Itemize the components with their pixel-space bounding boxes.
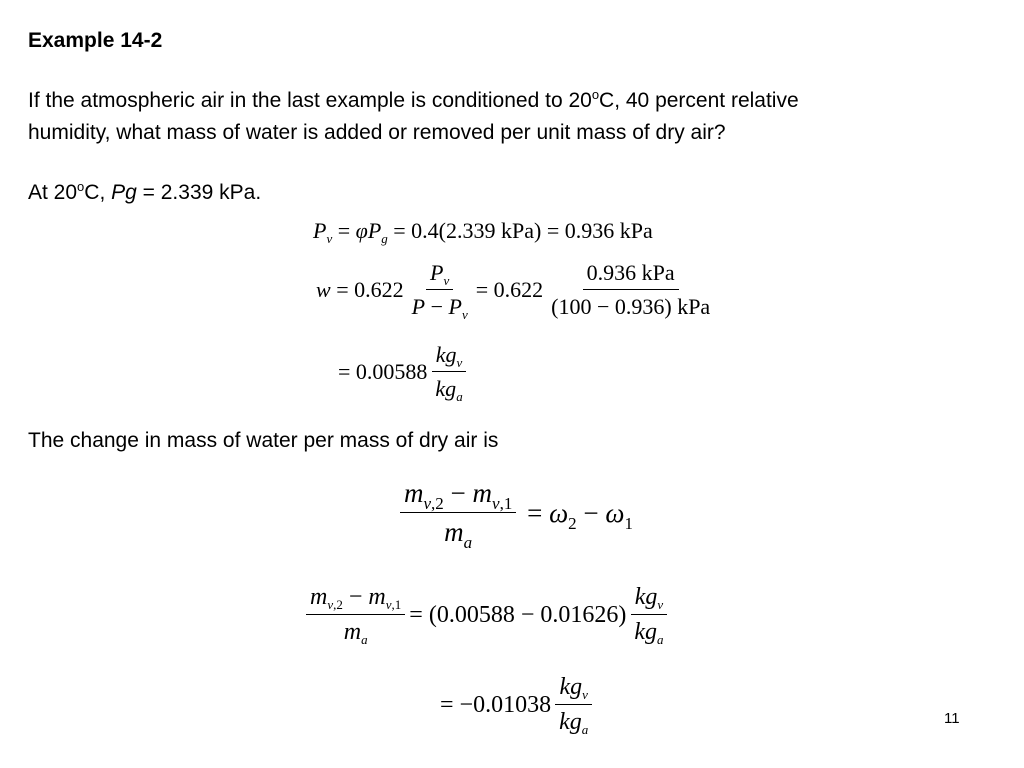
- eq4-fraction: $\frac{m_{v,2} - m_{v,1}}{m_a}$: [400, 478, 516, 548]
- problem-line-2: humidity, what mass of water is added or removed per unit mass of dry air?: [28, 121, 726, 144]
- example-heading: Example 14-2: [28, 29, 163, 52]
- eq1-rhs: = 0.4(2.339 kPa) = 0.936 kPa: [393, 218, 653, 243]
- eq6-value: = −0.01038: [440, 691, 552, 718]
- equation-mass-change-result: [440, 674, 596, 736]
- change-statement: The change in mass of water per mass of dry air is: [28, 429, 499, 452]
- eq5-rhs: = (0.00588 − 0.01626): [409, 601, 627, 628]
- equation-vapor-pressure: $P_v = \varphi P_g = 0.4(2.339$ kPa) = 0.936 kPa: [313, 218, 653, 246]
- eq2-numerator: 0.936 kPa: [583, 260, 679, 290]
- eq3-value: = 0.00588: [338, 359, 428, 384]
- given-post: = 2.339 kPa.: [136, 181, 262, 204]
- eq2-fraction-2: [547, 260, 714, 320]
- given-statement: [28, 178, 261, 208]
- given-mid: C,: [84, 181, 112, 204]
- eq2-denominator: (100 − 0.936) kPa: [551, 294, 711, 319]
- equation-mass-change-values: [302, 584, 672, 646]
- given-degree: o: [77, 179, 85, 194]
- page-number: 11: [944, 710, 960, 727]
- given-pre: At 20: [28, 181, 78, 204]
- eq5-units: $\frac{kg_v}{kg_a}$: [630, 584, 667, 646]
- equation-mass-change-definition: $\frac{m_{v,2} - m_{v,1}}{m_a}$ = $\omega_2 - \omega_1$: [396, 478, 633, 548]
- eq2-mid: = 0.622: [475, 277, 544, 302]
- problem-line-1-start: If the atmospheric air in the last example is conditioned to 20: [28, 89, 592, 112]
- problem-line-1: [28, 86, 799, 116]
- equation-humidity-ratio: w = 0.622 $\frac{P_v}{P - P_v}$ = 0.622 $\frac{\text{0.936 kPa}}{\text{(100 − 0.936) kPa}}$: [316, 260, 718, 320]
- equation-humidity-result: [338, 342, 471, 402]
- problem-line-1-end: C, 40 percent relative: [599, 89, 799, 112]
- eq2-fraction-1: $\frac{P_v}{P - P_v}$: [411, 260, 468, 322]
- eq3-units: $\frac{kg_v}{kg_a}$: [431, 342, 466, 402]
- degree-superscript: o: [591, 87, 600, 102]
- eq5-fraction: $\frac{m_{v,2} - m_{v,1}}{m_a}$: [306, 584, 405, 646]
- given-variable: Pg: [111, 181, 137, 204]
- eq6-units: $\frac{kg_v}{kg_a}$: [555, 674, 592, 736]
